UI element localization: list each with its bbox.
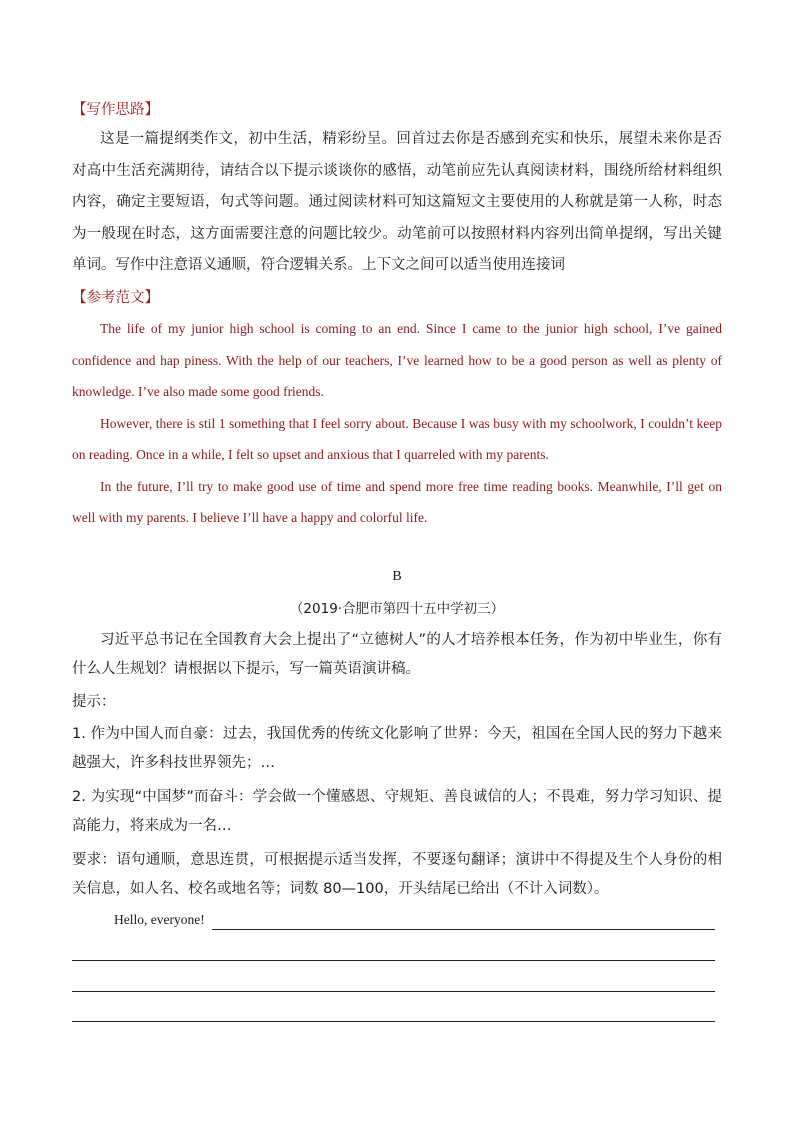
speech-opening: Hello, everyone! <box>114 912 205 927</box>
writing-idea-text: 这是一篇提纲类作文，初中生活，精彩纷呈。回首过去你是否感到充实和快乐，展望未来你是否对高中生活充满期待，请结合以下提示谈谈你的感悟，动笔前应先认真阅读材料，围绕所给材料组织内容，确定主要短语，句式等问题。通过阅读材料可知这篇短文主要使用的人称就是第一人称，时态为一般现在时态，这方面需要注意的问题比较少。动笔前可以按照材料内容列出简单提纲，写出关键单词。写作中注意语义通顺，符合逻辑关系。上下文之间可以适当使用连接词 <box>72 131 722 273</box>
sample-essay-heading: 【参考范文】 <box>72 290 159 306</box>
sample-essay-body <box>72 313 722 534</box>
answer-line-4[interactable] <box>72 1021 715 1022</box>
task-prompt: 习近平总书记在全国教育大会上提出了“立德树人”的人才培养根本任务，作为初中毕业生，你有什么人生规划？请根据以下提示，写一篇英语演讲稿。 <box>72 632 722 677</box>
section-label: B <box>392 569 402 584</box>
hint-1: 1. 作为中国人而自豪：过去，我国优秀的传统文化影响了世界：今天，祖国在全国人民的努力下越来越强大，许多科技世界领先；… <box>72 726 722 771</box>
hint-2: 2. 为实现“中国梦”而奋斗：学会做一个懂感恩、守规矩、善良诚信的人；不畏难，努力学习知识、提高能力，将来成为一名… <box>72 789 722 834</box>
sample-paragraph-2: However, there is stil 1 something that I feel sorry about. Because I was busy with my schoolwork, I couldn’t keep on reading. Once in a while, I felt so upset and anxious that I quarreled with my parents. <box>72 415 722 462</box>
writing-idea-heading: 【写作思路】 <box>72 102 159 118</box>
answer-line-1[interactable] <box>212 929 715 930</box>
sample-paragraph-1: The life of my junior high school is coming to an end. Since I came to the junior high school, I’ve gained confidence and hap piness. With the help of our teachers, I’ve learned how to be a good person as well as plenty of knowledge. I’ve also made some good friends. <box>72 321 722 399</box>
answer-line-2[interactable] <box>72 960 715 961</box>
sample-paragraph-3: In the future, I’ll try to make good use of time and spend more free time reading books. Meanwhile, I’ll get on well with my parents. I believe I’ll have a happy and colorful life. <box>72 478 722 525</box>
section-source: （2019·合肥市第四十五中学初三） <box>289 601 505 617</box>
answer-line-3[interactable] <box>72 991 715 992</box>
hints-label: 提示： <box>72 694 116 710</box>
requirements: 要求：语句通顺，意思连贯，可根据提示适当发挥，不要逐句翻译；演讲中不得提及生个人身份的相关信息，如人名、校名或地名等；词数 80—100，开头结尾已给出（不计入词数）。 <box>72 852 722 897</box>
